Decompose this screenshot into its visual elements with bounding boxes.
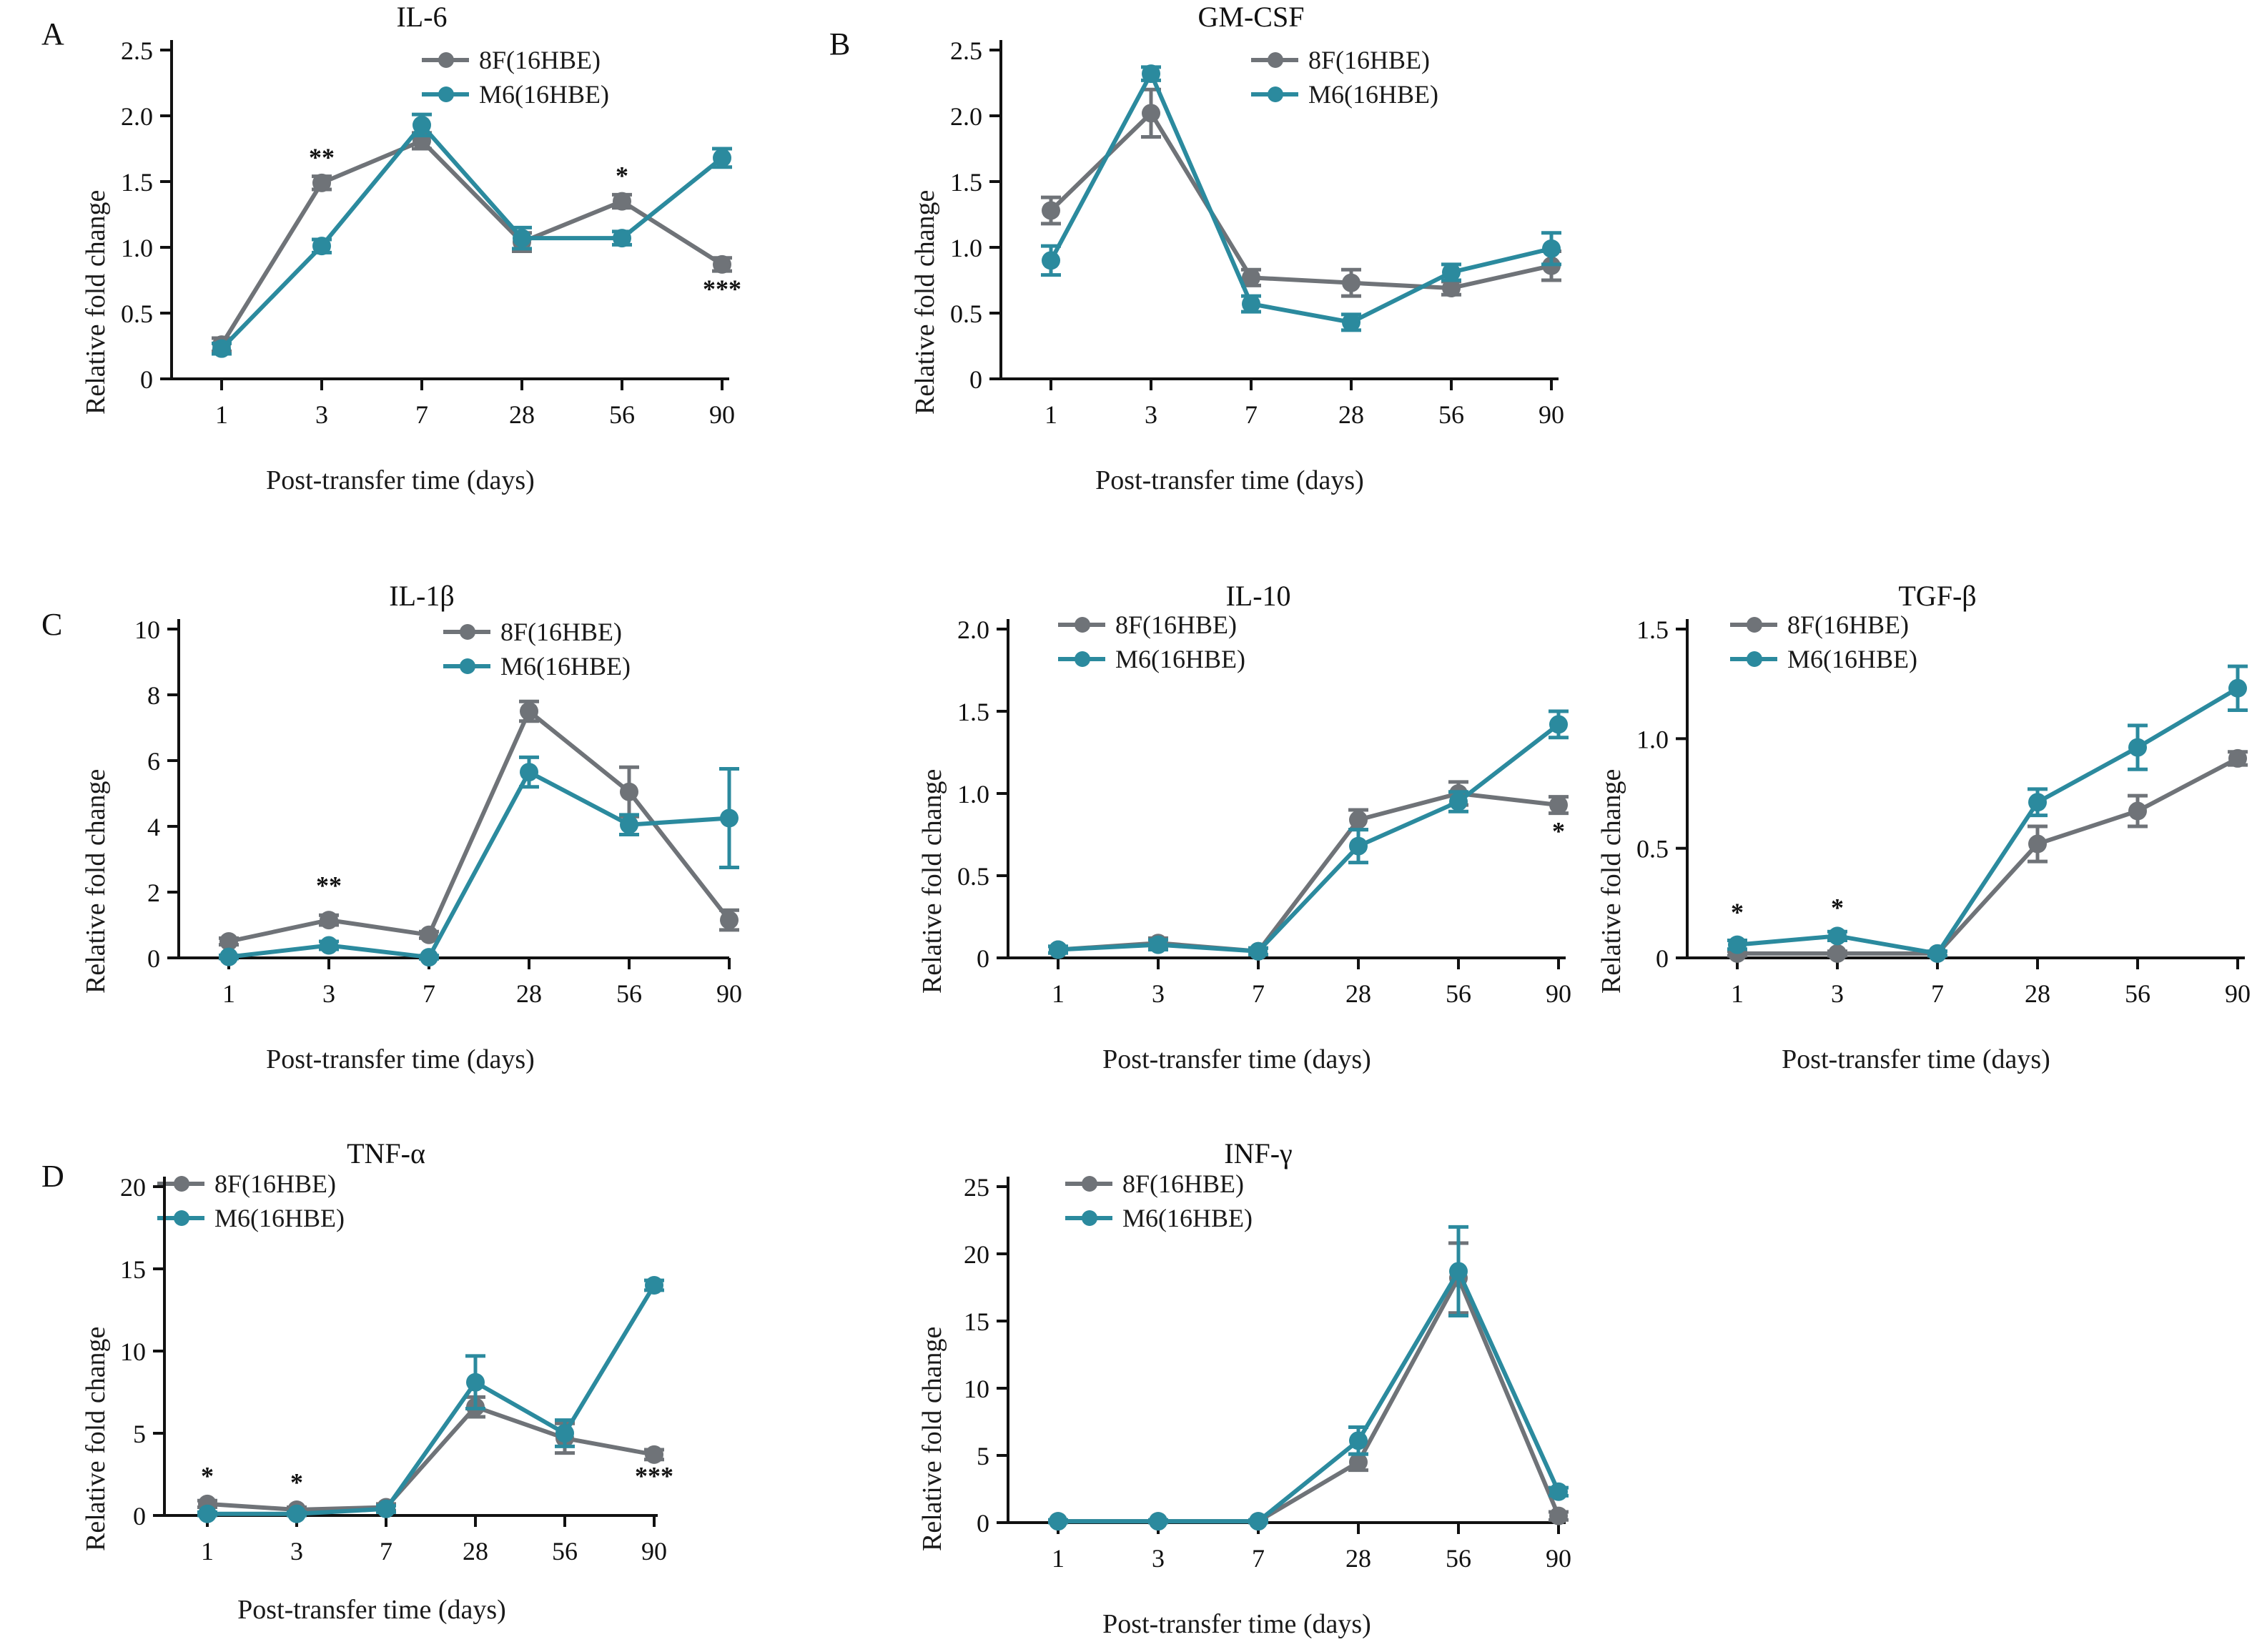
- svg-text:3: 3: [1152, 1544, 1165, 1573]
- svg-text:28: 28: [1338, 400, 1364, 429]
- svg-text:*: *: [1831, 893, 1844, 922]
- y-axis-label: Relative fold change: [81, 189, 111, 415]
- svg-text:1.0: 1.0: [957, 780, 989, 808]
- svg-text:1: 1: [1052, 979, 1065, 1008]
- y-axis-label: Relative fold change: [910, 189, 940, 415]
- legend-label: M6(16HBE): [1787, 645, 1917, 673]
- svg-text:0.5: 0.5: [950, 300, 982, 328]
- svg-text:4: 4: [147, 813, 160, 841]
- svg-text:1.0: 1.0: [1636, 725, 1669, 754]
- svg-text:0.5: 0.5: [121, 300, 153, 328]
- svg-text:56: 56: [1446, 1544, 1471, 1573]
- svg-text:**: **: [309, 142, 335, 172]
- svg-text:7: 7: [1931, 979, 1944, 1008]
- panel-letter-b: B: [829, 26, 851, 61]
- chart-title: IL-10: [1225, 580, 1291, 612]
- panel-letter-d: D: [41, 1159, 64, 1194]
- legend-label: 8F(16HBE): [1787, 610, 1909, 639]
- svg-text:5: 5: [133, 1420, 146, 1448]
- svg-text:56: 56: [1446, 979, 1471, 1008]
- legend-label: 8F(16HBE): [1308, 46, 1430, 74]
- svg-text:2.5: 2.5: [121, 36, 153, 65]
- svg-text:10: 10: [964, 1375, 989, 1403]
- legend-label: 8F(16HBE): [479, 46, 601, 74]
- panel-letter-a: A: [41, 16, 64, 51]
- x-axis-label: Post-transfer time (days): [237, 1595, 506, 1625]
- svg-text:1: 1: [201, 1537, 214, 1566]
- chart-tnfa: [43, 1137, 729, 1651]
- svg-text:56: 56: [552, 1537, 578, 1566]
- svg-text:***: ***: [703, 274, 741, 303]
- svg-text:1: 1: [1731, 979, 1744, 1008]
- svg-text:7: 7: [1252, 1544, 1265, 1573]
- x-axis-label: Post-transfer time (days): [1102, 1609, 1371, 1639]
- svg-text:2: 2: [147, 879, 160, 907]
- svg-text:28: 28: [1345, 1544, 1371, 1573]
- svg-text:3: 3: [1831, 979, 1844, 1008]
- svg-text:56: 56: [609, 400, 635, 429]
- svg-text:90: 90: [709, 400, 735, 429]
- svg-text:90: 90: [1546, 1544, 1571, 1573]
- svg-text:2.5: 2.5: [950, 36, 982, 65]
- svg-text:56: 56: [2125, 979, 2150, 1008]
- legend-label: M6(16HBE): [1122, 1204, 1253, 1232]
- svg-text:28: 28: [516, 979, 542, 1008]
- legend-label: 8F(16HBE): [1115, 610, 1237, 639]
- chart-title: TGF-β: [1898, 580, 1977, 612]
- svg-text:25: 25: [964, 1173, 989, 1202]
- svg-text:20: 20: [120, 1173, 146, 1202]
- plot-area: [43, 1165, 729, 1630]
- svg-text:0: 0: [147, 944, 160, 973]
- svg-text:28: 28: [1345, 979, 1371, 1008]
- chart-title: INF-γ: [1224, 1137, 1293, 1169]
- x-axis-label: Post-transfer time (days): [1095, 465, 1364, 495]
- svg-text:10: 10: [134, 615, 160, 644]
- svg-text:3: 3: [1145, 400, 1157, 429]
- svg-text:1.5: 1.5: [950, 168, 982, 197]
- chart-infg: [879, 1137, 1637, 1651]
- svg-text:90: 90: [641, 1537, 667, 1566]
- chart-il10: [879, 579, 1637, 1101]
- chart-title: GM-CSF: [1197, 1, 1305, 33]
- svg-text:7: 7: [423, 979, 435, 1008]
- plot-area: [1559, 608, 2252, 1079]
- chart-title: IL-6: [396, 1, 448, 33]
- svg-text:1: 1: [1044, 400, 1057, 429]
- chart-tgfb: [1559, 579, 2252, 1101]
- svg-text:90: 90: [1539, 400, 1564, 429]
- x-axis-label: Post-transfer time (days): [266, 465, 535, 495]
- svg-text:90: 90: [716, 979, 742, 1008]
- svg-text:0: 0: [1656, 944, 1669, 973]
- svg-text:56: 56: [616, 979, 642, 1008]
- chart-title: IL-1β: [389, 580, 455, 612]
- svg-text:3: 3: [322, 979, 335, 1008]
- plot-area: [43, 608, 801, 1079]
- svg-text:1.5: 1.5: [957, 698, 989, 726]
- svg-text:*: *: [201, 1461, 214, 1490]
- svg-text:15: 15: [964, 1307, 989, 1336]
- svg-text:0: 0: [133, 1502, 146, 1530]
- svg-text:2.0: 2.0: [957, 615, 989, 644]
- svg-text:90: 90: [2225, 979, 2251, 1008]
- y-axis-label: Relative fold change: [81, 768, 111, 994]
- plot-area: [879, 1165, 1637, 1637]
- svg-text:1: 1: [215, 400, 228, 429]
- chart-il1b: [43, 579, 801, 1101]
- x-axis-label: Post-transfer time (days): [266, 1044, 535, 1074]
- legend-label: M6(16HBE): [500, 652, 631, 681]
- svg-text:2.0: 2.0: [950, 102, 982, 131]
- svg-text:7: 7: [380, 1537, 392, 1566]
- svg-text:28: 28: [2025, 979, 2050, 1008]
- svg-text:0.5: 0.5: [1636, 834, 1669, 864]
- svg-text:*: *: [290, 1468, 303, 1497]
- legend-label: 8F(16HBE): [214, 1169, 336, 1198]
- svg-text:8: 8: [147, 681, 160, 710]
- svg-text:0: 0: [977, 1509, 989, 1538]
- legend-label: M6(16HBE): [479, 80, 609, 109]
- svg-text:3: 3: [290, 1537, 303, 1566]
- plot-area: [43, 29, 801, 500]
- svg-text:**: **: [316, 871, 342, 900]
- svg-text:*: *: [1552, 816, 1565, 846]
- svg-text:0: 0: [977, 944, 989, 973]
- plot-area: [879, 608, 1637, 1079]
- svg-text:5: 5: [977, 1442, 989, 1470]
- svg-text:28: 28: [509, 400, 535, 429]
- legend-label: M6(16HBE): [214, 1204, 345, 1232]
- svg-text:7: 7: [1252, 979, 1265, 1008]
- svg-text:1.0: 1.0: [950, 234, 982, 262]
- x-axis-label: Post-transfer time (days): [1102, 1044, 1371, 1074]
- y-axis-label: Relative fold change: [81, 1326, 111, 1551]
- legend-label: M6(16HBE): [1308, 80, 1438, 109]
- svg-text:0: 0: [140, 365, 153, 394]
- svg-text:56: 56: [1438, 400, 1464, 429]
- svg-text:1: 1: [1052, 1544, 1065, 1573]
- svg-text:1.5: 1.5: [1636, 615, 1669, 644]
- svg-text:*: *: [616, 161, 628, 190]
- svg-text:15: 15: [120, 1255, 146, 1284]
- svg-text:0: 0: [969, 365, 982, 394]
- y-axis-label: Relative fold change: [917, 1326, 947, 1551]
- svg-text:90: 90: [1546, 979, 1571, 1008]
- y-axis-label: Relative fold change: [1596, 768, 1626, 994]
- chart-title: TNF-α: [347, 1137, 425, 1169]
- svg-text:3: 3: [315, 400, 328, 429]
- svg-text:7: 7: [1245, 400, 1258, 429]
- svg-text:***: ***: [635, 1461, 673, 1490]
- legend-label: M6(16HBE): [1115, 645, 1245, 673]
- legend-label: 8F(16HBE): [1122, 1169, 1244, 1198]
- svg-text:20: 20: [964, 1240, 989, 1269]
- svg-text:2.0: 2.0: [121, 102, 153, 131]
- svg-text:1: 1: [222, 979, 235, 1008]
- svg-text:1.0: 1.0: [121, 234, 153, 262]
- svg-text:0.5: 0.5: [957, 862, 989, 891]
- chart-gmcsf: [872, 0, 1630, 522]
- y-axis-label: Relative fold change: [917, 768, 947, 994]
- chart-il6: [43, 0, 801, 522]
- svg-text:10: 10: [120, 1337, 146, 1366]
- svg-text:3: 3: [1152, 979, 1165, 1008]
- x-axis-label: Post-transfer time (days): [1782, 1044, 2050, 1074]
- svg-text:28: 28: [463, 1537, 488, 1566]
- panel-letter-c: C: [41, 607, 63, 642]
- svg-text:6: 6: [147, 747, 160, 776]
- svg-text:1.5: 1.5: [121, 168, 153, 197]
- svg-text:*: *: [1731, 897, 1744, 926]
- plot-area: [872, 29, 1630, 500]
- legend-label: 8F(16HBE): [500, 618, 622, 646]
- svg-text:7: 7: [415, 400, 428, 429]
